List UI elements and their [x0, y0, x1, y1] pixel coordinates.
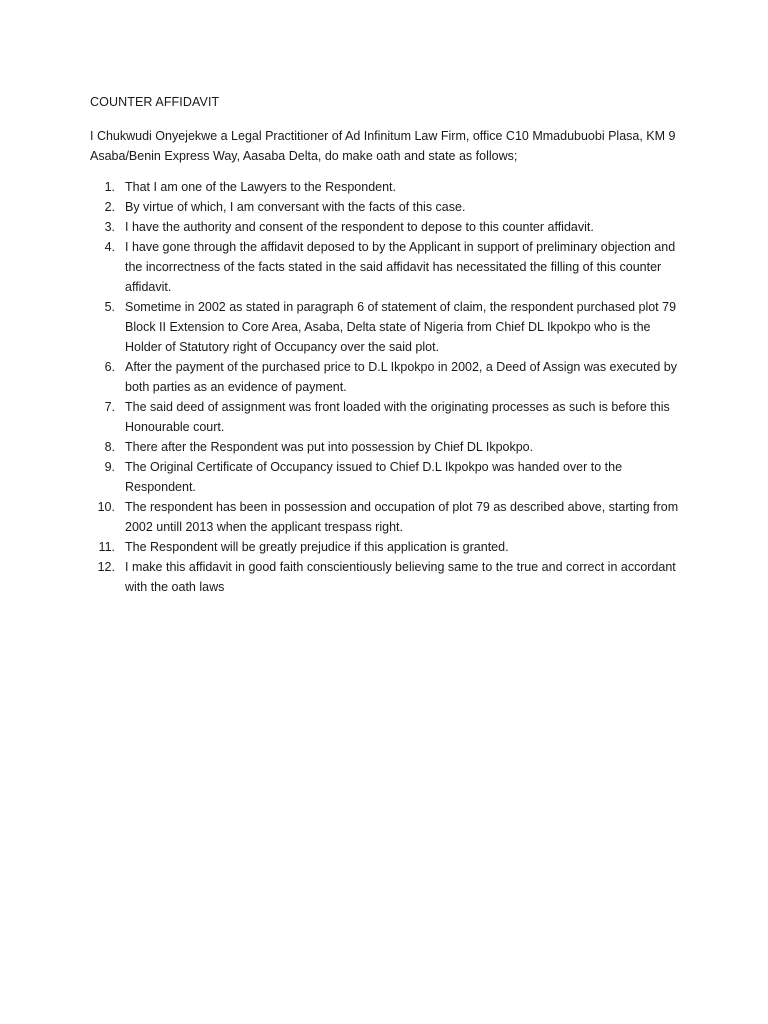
list-item	[90, 457, 690, 497]
item-text: The respondent has been in possession and occupation of plot 79 as described above, starting from 2002 untill 2013 when the applicant trespass right.	[125, 500, 679, 534]
item-number: 3.	[104, 220, 115, 234]
list-item	[90, 217, 690, 237]
item-number: 12.	[97, 560, 115, 574]
list-item	[90, 557, 690, 597]
item-number: 8.	[104, 440, 115, 454]
list-item	[90, 297, 690, 357]
document-title: COUNTER AFFIDAVIT	[90, 95, 220, 109]
list-item	[90, 437, 690, 457]
item-text: I make this affidavit in good faith conscientiously believing same to the true and correct in accordant with the oath laws	[125, 560, 676, 594]
item-number: 4.	[104, 240, 115, 254]
list-item	[90, 357, 690, 397]
item-text: I have the authority and consent of the respondent to depose to this counter affidavit.	[125, 220, 594, 234]
list-item	[90, 177, 690, 197]
item-text: After the payment of the purchased price to D.L Ikpokpo in 2002, a Deed of Assign was executed by both parties as an evidence of payment.	[125, 360, 677, 394]
item-number: 7.	[104, 400, 115, 414]
item-number: 6.	[104, 360, 115, 374]
item-text: By virtue of which, I am conversant with the facts of this case.	[125, 200, 466, 214]
list-item	[90, 497, 690, 537]
item-number: 9.	[104, 460, 115, 474]
item-text: There after the Respondent was put into possession by Chief DL Ikpokpo.	[125, 440, 534, 454]
item-text: The said deed of assignment was front loaded with the originating processes as such is before this Honourable court.	[125, 400, 670, 434]
list-item	[90, 237, 690, 297]
list-item	[90, 397, 690, 437]
intro-paragraph: I Chukwudi Onyejekwe a Legal Practitioner of Ad Infinitum Law Firm, office C10 Mmadubuobi Plasa, KM 9 Asaba/Benin Express Way, Aasaba Delta, do make oath and state as follows;	[90, 129, 676, 163]
item-text: The Original Certificate of Occupancy issued to Chief D.L Ikpokpo was handed over to the Respondent.	[125, 460, 623, 494]
item-number: 5.	[104, 300, 115, 314]
item-text: The Respondent will be greatly prejudice if this application is granted.	[125, 540, 509, 554]
item-text: That I am one of the Lawyers to the Respondent.	[125, 180, 396, 194]
item-text: I have gone through the affidavit deposed to by the Applicant in support of preliminary objection and the incorrectness of the facts stated in the said affidavit has necessitated the filling of this counter affidavit.	[125, 240, 676, 294]
item-number: 1.	[104, 180, 115, 194]
item-number: 2.	[104, 200, 115, 214]
item-number: 10.	[97, 500, 115, 514]
numbered-list	[90, 177, 690, 597]
item-number: 11.	[98, 540, 115, 554]
list-item	[90, 537, 690, 557]
list-item	[90, 197, 690, 217]
item-text: Sometime in 2002 as stated in paragraph 6 of statement of claim, the respondent purchased plot 79 Block II Extension to Core Area, Asaba, Delta state of Nigeria from Chief DL Ikpokpo who is the Holder of Statutory right of Occupancy over the said plot.	[125, 300, 677, 354]
